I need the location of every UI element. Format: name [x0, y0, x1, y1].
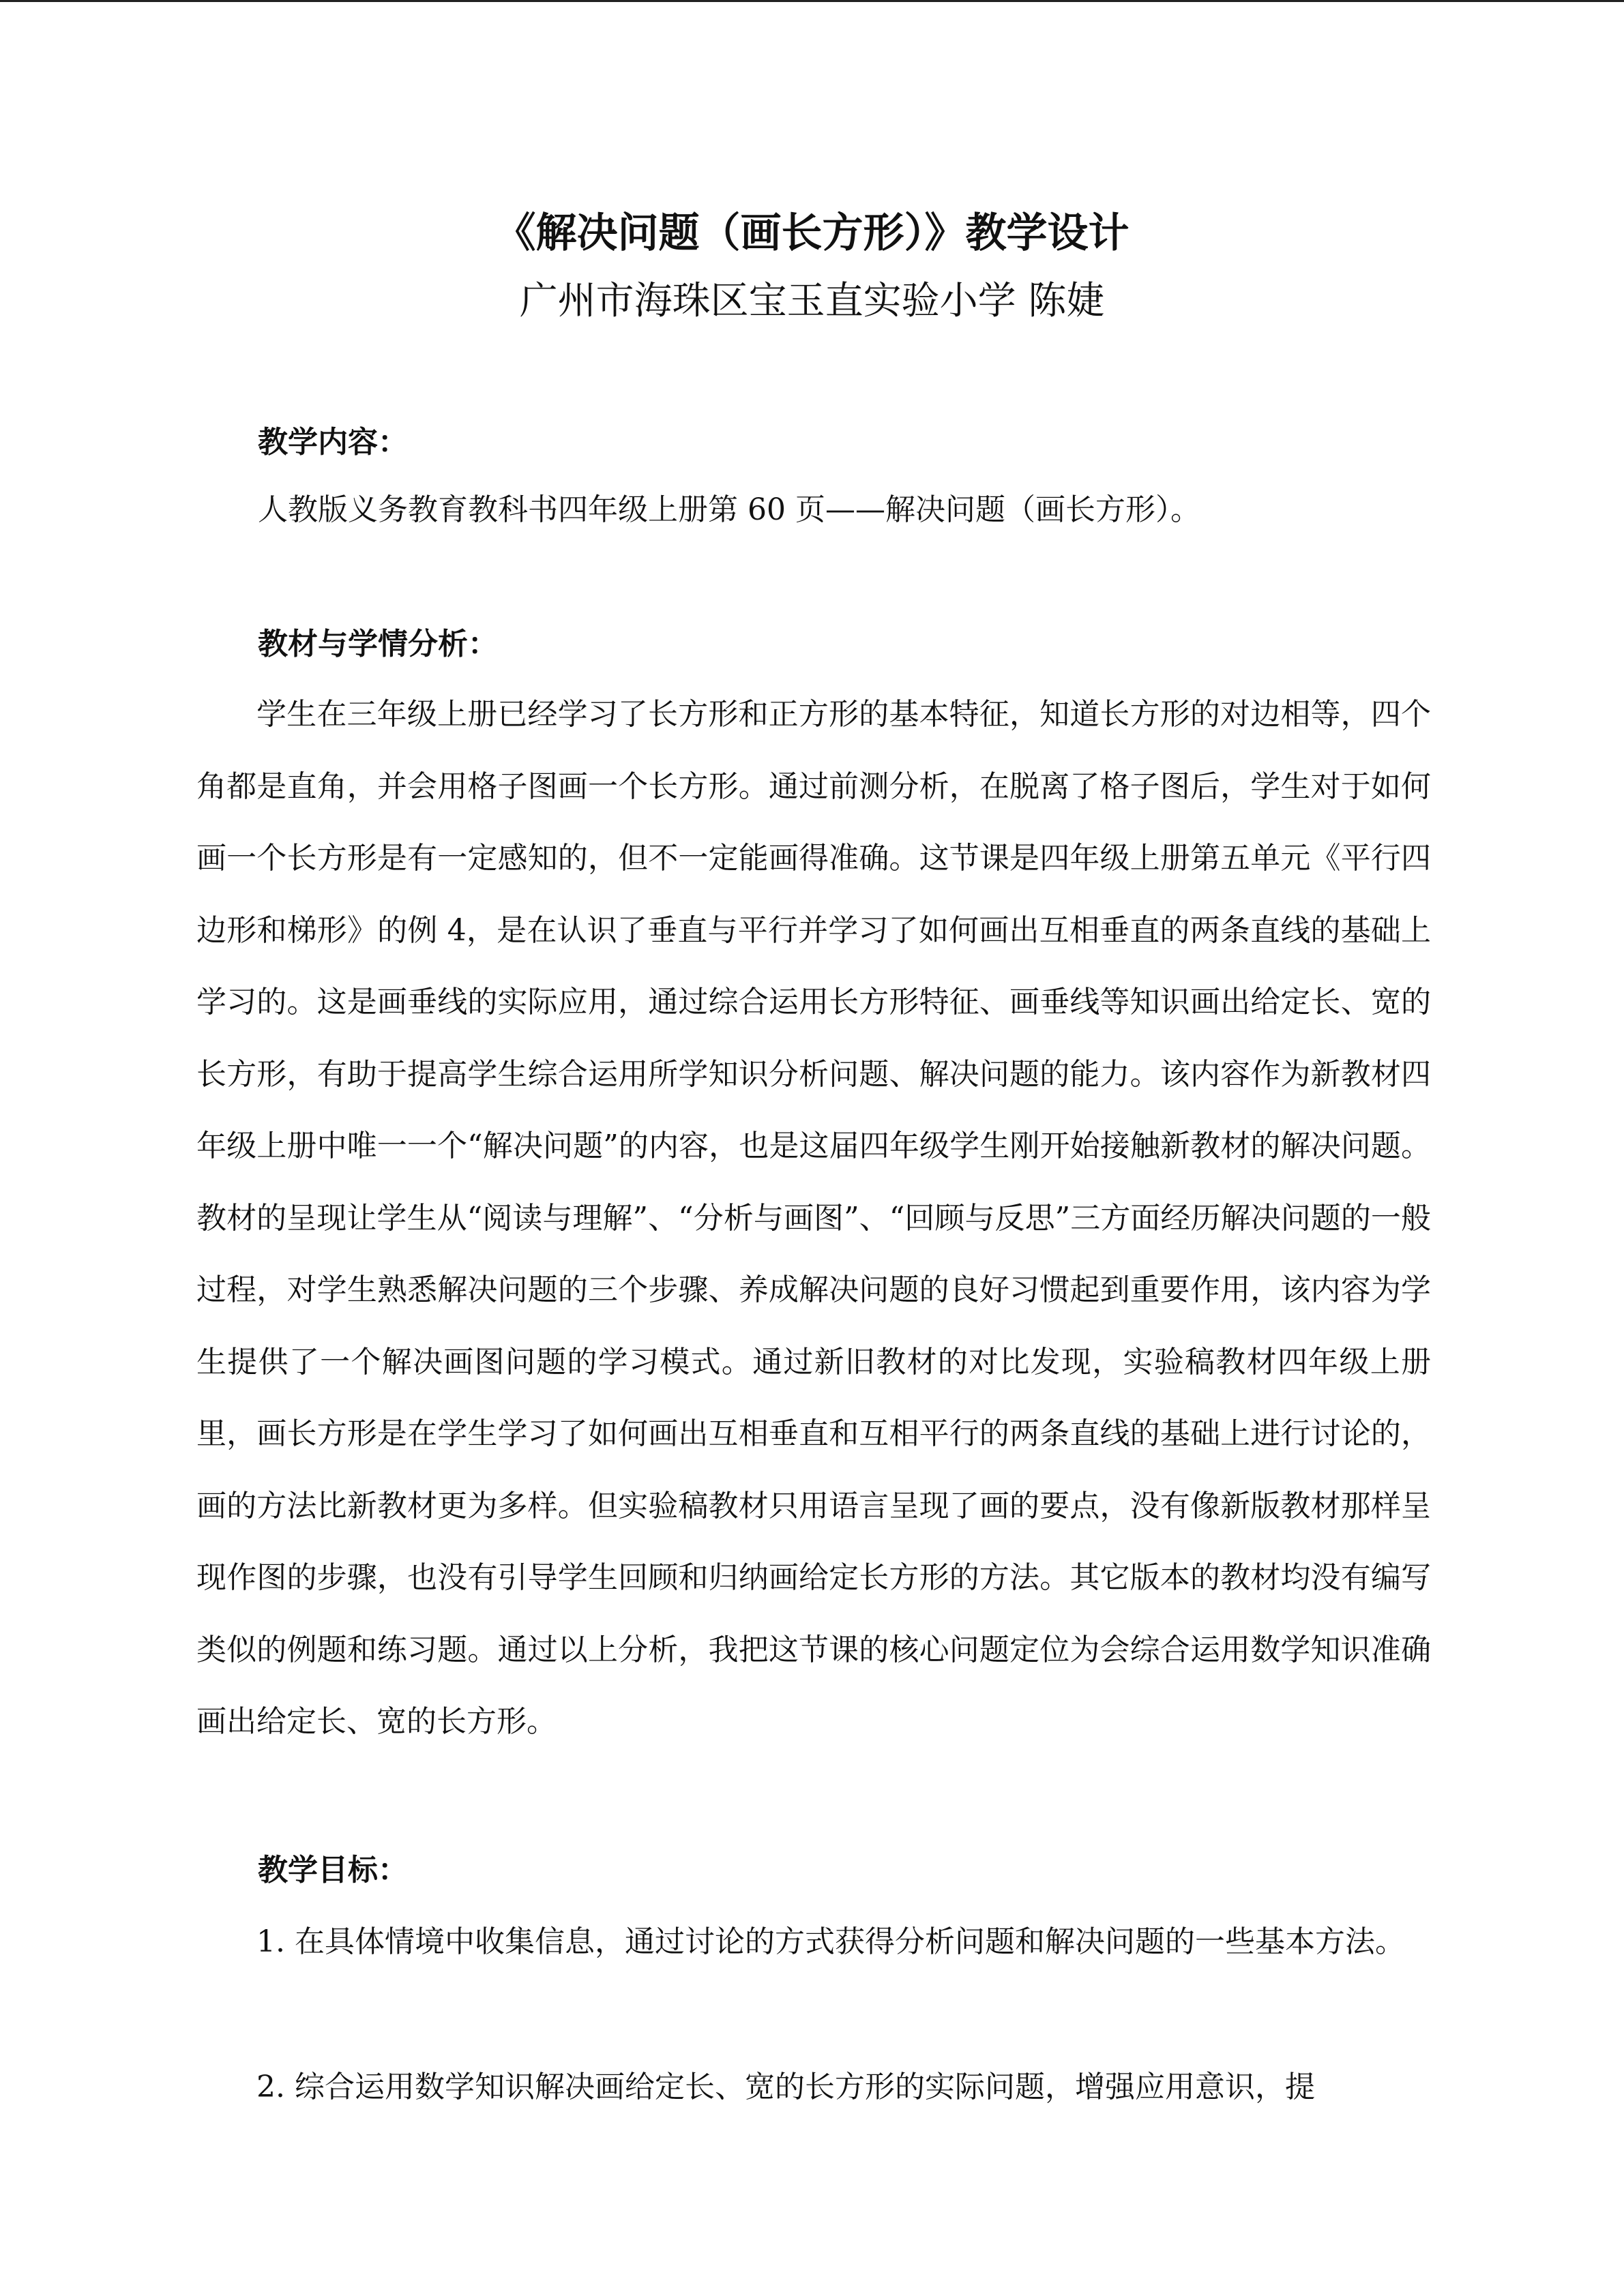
section-heading-content: 教学内容：	[258, 425, 408, 460]
section-heading-analysis: 教材与学情分析：	[258, 627, 498, 661]
objective-item-1: 1. 在具体情境中收集信息，通过讨论的方式获得分析问题和解决问题的一些基本方法。	[256, 1924, 1405, 1959]
section-text-analysis: 学生在三年级上册已经学习了长方形和正方形的基本特征，知道长方形的对边相等，四个角都是直角，并会用格子图画一个长方形。通过前测分析，在脱离了格子图后，学生对于如何画一个长方形是有一定感知的，但不一定能画得准确。这节课是四年级上册第五单元《平行四边形和梯形》的例 4，是在认识了垂直与平行并学习了如何画出互相垂直的两条直线的基础上学习的。这是画垂线的实际应用，通过综合运用长方形特征、画垂线等知识画出给定长、宽的长方形，有助于提高学生综合运用所学知识分析问题、解决问题的能力。该内容作为新教材四年级上册中唯一一个“解决问题”的内容，也是这届四年级学生刚开始接触新教材的解决问题。教材的呈现让学生从“阅读与理解”、“分析与画图”、“回顾与反思”三方面经历解决问题的一般过程，对学生熟悉解决问题的三个步骤、养成解决问题的良好习惯起到重要作用，该内容为学生提供了一个解决画图问题的学习模式。通过新旧教材的对比发现，实验稿教材四年级上册里，画长方形是在学生学习了如何画出互相垂直和互相平行的两条直线的基础上进行讨论的，画的方法比新教材更为多样。但实验稿教材只用语言呈现了画的要点，没有像新版教材那样呈现作图的步骤，也没有引导学生回顾和归纳画给定长方形的方法。其它版本的教材均没有编写类似的例题和练习题。通过以上分析，我把这节课的核心问题定位为会综合运用数学知识准确画出给定长、宽的长方形。	[196, 697, 1431, 1739]
objective-item-2: 2. 综合运用数学知识解决画给定长、宽的长方形的实际问题，增强应用意识，提	[256, 2070, 1315, 2104]
document-title: 《解决问题（画长方形）》教学设计	[494, 209, 1130, 257]
document-author: 广州市海珠区宝玉直实验小学 陈婕	[519, 279, 1105, 323]
section-text-content: 人教版义务教育教科书四年级上册第 60 页——解决问题（画长方形）。	[258, 492, 1200, 527]
section-heading-objectives: 教学目标：	[258, 1853, 408, 1888]
